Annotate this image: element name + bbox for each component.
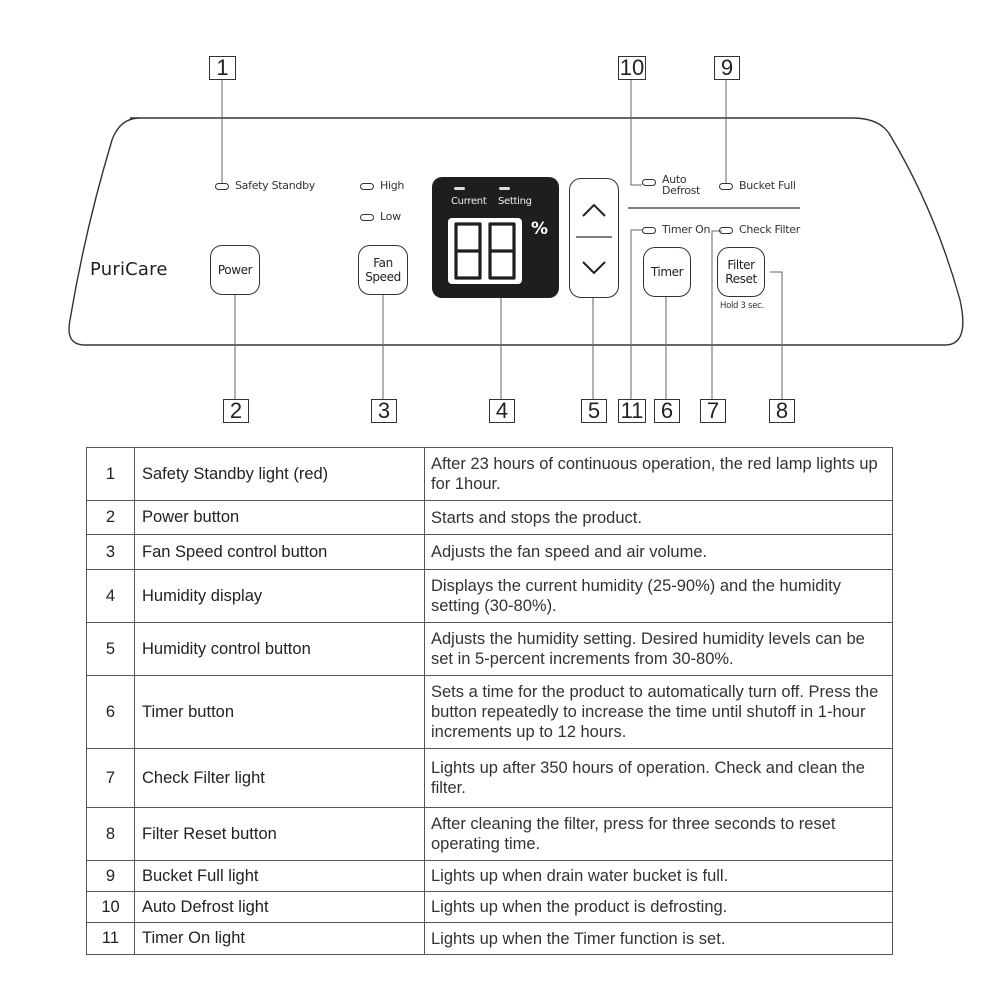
current-label: Current xyxy=(451,196,487,207)
row-number: 4 xyxy=(87,570,135,623)
table-row xyxy=(87,892,893,923)
callout-11: 11 xyxy=(618,399,646,423)
row-number: 8 xyxy=(87,808,135,861)
fan-speed-button[interactable] xyxy=(358,245,408,295)
table-row xyxy=(87,448,893,501)
row-name: Filter Reset button xyxy=(135,808,425,861)
led-icon xyxy=(215,183,229,190)
humidity-arrows xyxy=(570,179,618,297)
timer-on-label: Timer On xyxy=(662,223,711,236)
led-icon xyxy=(719,183,733,190)
row-name: Bucket Full light xyxy=(135,861,425,892)
callout-2: 2 xyxy=(223,399,249,423)
row-name: Humidity control button xyxy=(135,623,425,676)
row-number: 9 xyxy=(87,861,135,892)
safety-standby-label: Safety Standby xyxy=(235,179,315,192)
row-description: After cleaning the filter, press for three seconds to reset operating time. xyxy=(425,808,893,861)
table-row xyxy=(87,676,893,749)
row-description: Lights up when the Timer function is set. xyxy=(425,923,893,955)
check-filter-indicator xyxy=(719,223,800,236)
row-number: 10 xyxy=(87,892,135,923)
auto-defrost-indicator xyxy=(642,174,700,196)
row-description: Adjusts the humidity setting. Desired humidity levels can be set in 5-percent increments from 30-80%. xyxy=(425,623,893,676)
fan-speed-label-2: Speed xyxy=(365,270,401,284)
filter-reset-label-2: Reset xyxy=(725,272,757,286)
fan-speed-label-1: Fan xyxy=(373,256,393,270)
function-table xyxy=(86,447,893,955)
brand-logo: PuriCare xyxy=(90,259,168,280)
table-row xyxy=(87,570,893,623)
row-name: Fan Speed control button xyxy=(135,535,425,570)
row-name: Auto Defrost light xyxy=(135,892,425,923)
callout-4: 4 xyxy=(489,399,515,423)
power-button[interactable] xyxy=(210,245,260,295)
fan-high-label: High xyxy=(380,179,405,192)
percent-unit: % xyxy=(531,219,549,239)
callout-1: 1 xyxy=(209,56,236,80)
callout-3: 3 xyxy=(371,399,397,423)
auto-defrost-label-1: Auto xyxy=(662,173,687,186)
chevron-up-icon[interactable] xyxy=(583,205,605,216)
row-number: 1 xyxy=(87,448,135,501)
seven-segment-icon xyxy=(448,218,522,284)
row-name: Check Filter light xyxy=(135,749,425,808)
row-name: Safety Standby light (red) xyxy=(135,448,425,501)
seven-segment-digits xyxy=(448,218,522,284)
table-row xyxy=(87,623,893,676)
row-number: 6 xyxy=(87,676,135,749)
setting-label: Setting xyxy=(498,196,532,207)
led-icon xyxy=(719,227,733,234)
row-number: 3 xyxy=(87,535,135,570)
row-name: Humidity display xyxy=(135,570,425,623)
table-row xyxy=(87,749,893,808)
bucket-full-indicator xyxy=(719,179,796,192)
callout-10: 10 xyxy=(619,55,645,80)
auto-defrost-label-2: Defrost xyxy=(662,184,701,197)
filter-reset-button[interactable] xyxy=(717,247,765,297)
led-icon xyxy=(360,214,374,221)
led-icon xyxy=(642,227,656,234)
row-description: Sets a time for the product to automatically turn off. Press the button repeatedly to increase the time until shutoff in 1-hour increments up to 12 hours. xyxy=(425,676,893,749)
humidity-display xyxy=(432,177,559,298)
callout-6: 6 xyxy=(654,399,680,423)
row-description: Starts and stops the product. xyxy=(425,501,893,535)
fan-high-indicator xyxy=(360,179,404,192)
table-row xyxy=(87,808,893,861)
fan-low-indicator xyxy=(360,210,401,223)
safety-standby-indicator xyxy=(215,179,315,192)
row-description: Adjusts the fan speed and air volume. xyxy=(425,535,893,570)
table-row xyxy=(87,923,893,955)
timer-button-label: Timer xyxy=(650,265,684,279)
row-description: Lights up when the product is defrosting. xyxy=(425,892,893,923)
led-icon xyxy=(360,183,374,190)
table-row xyxy=(87,861,893,892)
power-button-label: Power xyxy=(217,263,253,277)
callout-9: 9 xyxy=(714,56,740,80)
timer-button[interactable] xyxy=(643,247,691,297)
filter-reset-hint: Hold 3 sec. xyxy=(720,301,764,311)
bucket-full-label: Bucket Full xyxy=(739,179,796,192)
led-icon xyxy=(642,179,656,186)
table-row xyxy=(87,501,893,535)
timer-on-indicator xyxy=(642,223,710,236)
fan-low-label: Low xyxy=(380,210,401,223)
row-number: 5 xyxy=(87,623,135,676)
row-name: Timer On light xyxy=(135,923,425,955)
row-number: 11 xyxy=(87,923,135,955)
filter-reset-label-1: Filter xyxy=(727,258,755,272)
callout-5: 5 xyxy=(581,399,607,423)
check-filter-label: Check Filter xyxy=(739,223,800,236)
current-led-icon xyxy=(454,187,465,190)
setting-led-icon xyxy=(499,187,510,190)
row-description: After 23 hours of continuous operation, the red lamp lights up for 1hour. xyxy=(425,448,893,501)
row-description: Displays the current humidity (25-90%) and the humidity setting (30-80%). xyxy=(425,570,893,623)
table-row xyxy=(87,535,893,570)
row-name: Power button xyxy=(135,501,425,535)
humidity-control-button[interactable] xyxy=(569,178,619,298)
row-description: Lights up after 350 hours of operation. Check and clean the filter. xyxy=(425,749,893,808)
chevron-down-icon[interactable] xyxy=(583,262,605,273)
row-name: Timer button xyxy=(135,676,425,749)
row-number: 7 xyxy=(87,749,135,808)
callout-8: 8 xyxy=(769,399,795,423)
callout-7: 7 xyxy=(700,399,726,423)
row-description: Lights up when drain water bucket is full. xyxy=(425,861,893,892)
row-number: 2 xyxy=(87,501,135,535)
